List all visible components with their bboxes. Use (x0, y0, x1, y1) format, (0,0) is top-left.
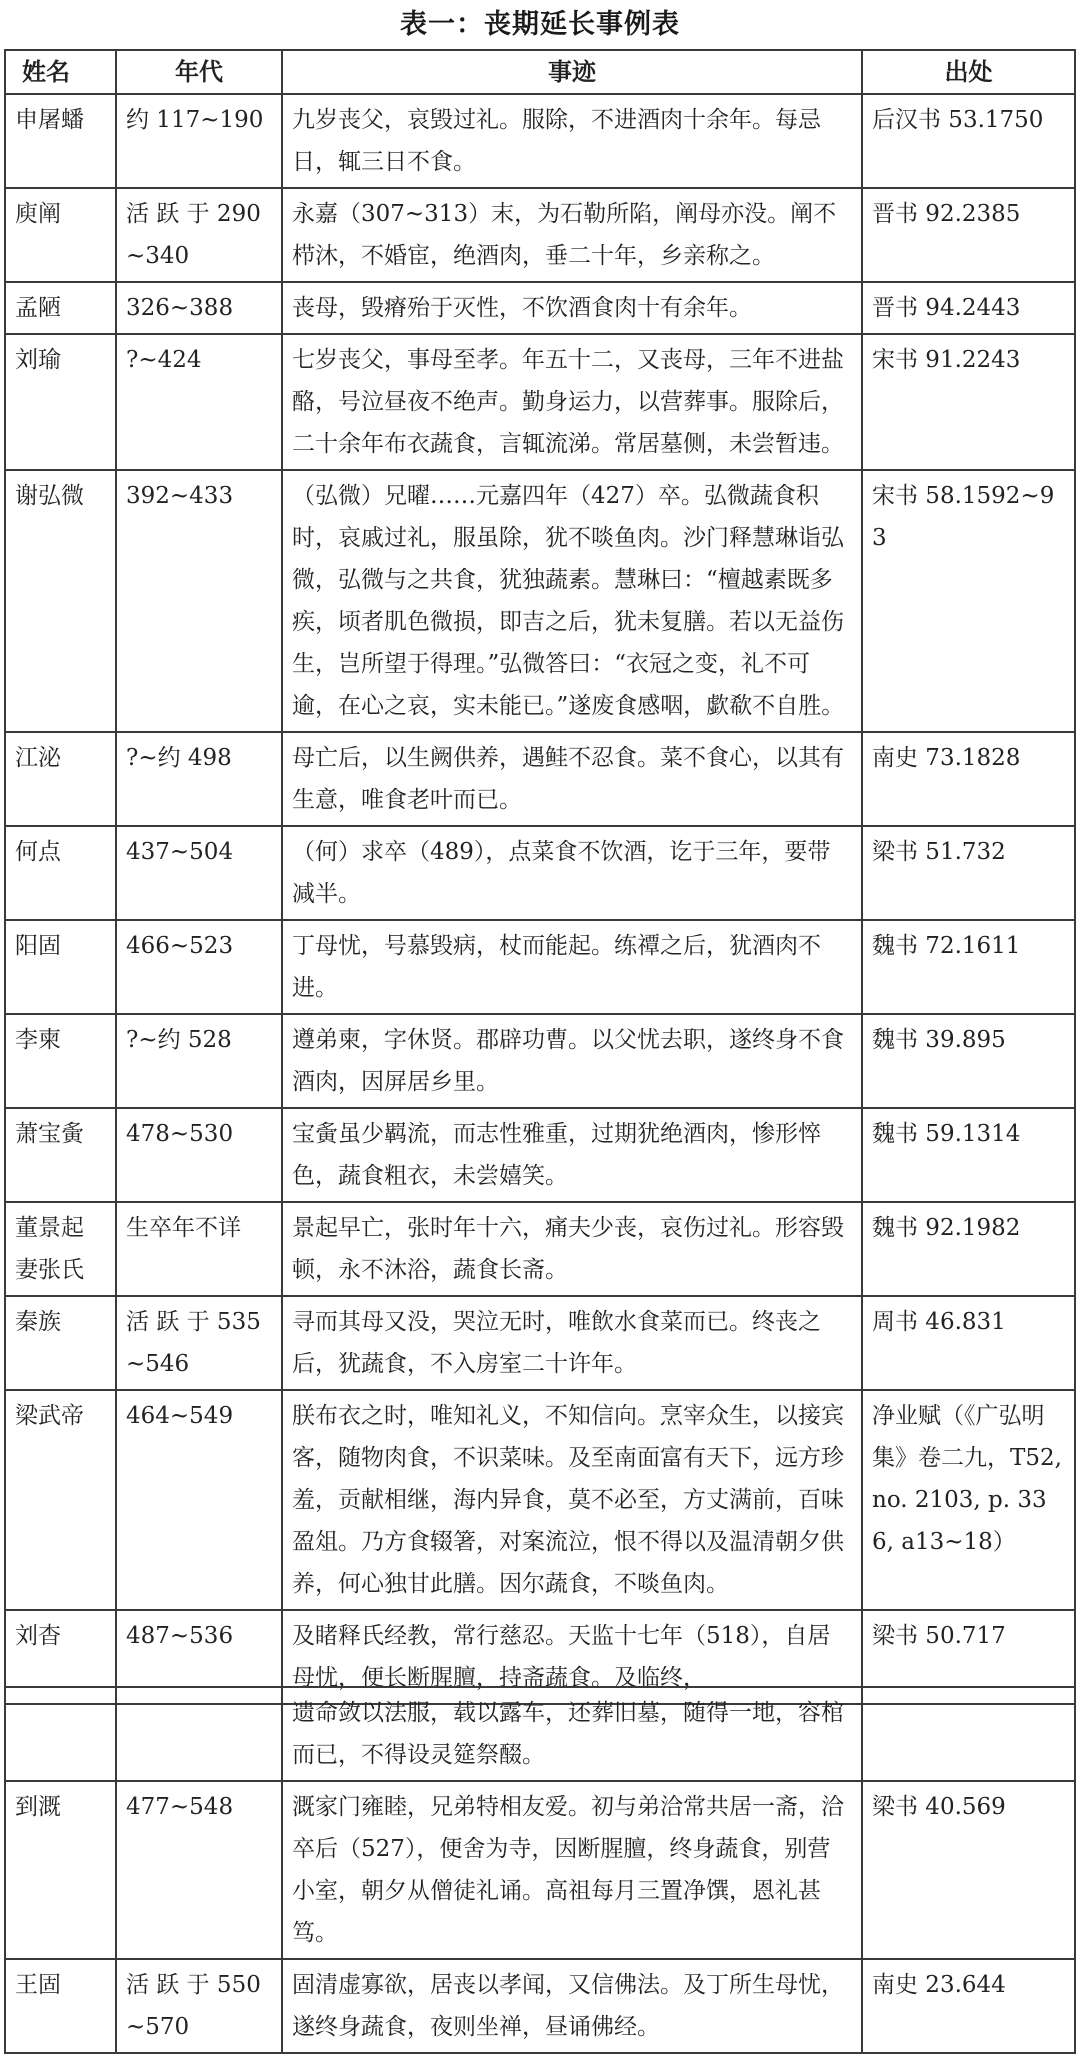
cell-name: 萧宝夤 (5, 1108, 116, 1202)
cell-deeds: （何）求卒（489），点菜食不饮酒，讫于三年，要带减半。 (282, 826, 862, 920)
cell-deeds: 七岁丧父，事母至孝。年五十二，又丧母，三年不进盐酪，号泣昼夜不绝声。勤身运力，以营葬事。服除后，二十余年布衣蔬食，言辄流涕。常居墓侧，未尝暂违。 (282, 334, 862, 470)
table-row (5, 732, 1075, 826)
cell-name: 孟陋 (5, 282, 116, 334)
table-row (5, 1781, 1075, 1959)
cell-deeds: （弘微）兄曜……元嘉四年（427）卒。弘微蔬食积时，哀戚过礼，服虽除，犹不啖鱼肉。沙门释慧琳诣弘微，弘微与之共食，犹独蔬素。慧琳曰：“檀越素既多疾，顷者肌色微损，即吉之后，犹未复膳。若以无益伤生，岂所望于得理。”弘微答曰：“衣冠之变，礼不可逾，在心之哀，实未能已。”遂废食感咽，歔欷不自胜。 (282, 470, 862, 732)
header-years: 年代 (116, 50, 282, 94)
cell-source: 梁书 50.717 (862, 1610, 1075, 1704)
cell-name: 江泌 (5, 732, 116, 826)
cell-years (116, 1687, 282, 1781)
header-source: 出处 (862, 50, 1075, 94)
cell-source: 宋书 91.2243 (862, 334, 1075, 470)
cell-name: 何点 (5, 826, 116, 920)
header-deeds: 事迹 (282, 50, 862, 94)
cell-source: 后汉书 53.1750 (862, 94, 1075, 188)
table-row (5, 1296, 1075, 1390)
cell-source: 晋书 94.2443 (862, 282, 1075, 334)
cell-deeds: 寻而其母又没，哭泣无时，唯飲水食菜而已。终丧之后，犹蔬食，不入房室二十许年。 (282, 1296, 862, 1390)
cell-source: 魏书 59.1314 (862, 1108, 1075, 1202)
cell-years: 活 跃 于 550~570 (116, 1959, 282, 2053)
cell-source: 晋书 92.2385 (862, 188, 1075, 282)
cell-name: 秦族 (5, 1296, 116, 1390)
cell-name: 到溉 (5, 1781, 116, 1959)
cell-years: 466~523 (116, 920, 282, 1014)
cell-source: 魏书 72.1611 (862, 920, 1075, 1014)
cell-source: 梁书 51.732 (862, 826, 1075, 920)
cell-years: 437~504 (116, 826, 282, 920)
cell-years: 487~536 (116, 1610, 282, 1704)
cell-deeds: 母亡后，以生阙供养，遇鲑不忍食。菜不食心，以其有生意，唯食老叶而已。 (282, 732, 862, 826)
cell-deeds: 宝夤虽少羁流，而志性雅重，过期犹绝酒肉，惨形悴色，蔬食粗衣，未尝嬉笑。 (282, 1108, 862, 1202)
table-row (5, 1687, 1075, 1781)
cell-deeds: 丁母忧，号慕毁病，杖而能起。练禫之后，犹酒肉不进。 (282, 920, 862, 1014)
table-row (5, 334, 1075, 470)
cell-source: 周书 46.831 (862, 1296, 1075, 1390)
table-row (5, 1014, 1075, 1108)
cell-name: 庾阐 (5, 188, 116, 282)
cell-years: 生卒年不详 (116, 1202, 282, 1296)
cell-deeds: 溉家门雍睦，兄弟特相友爱。初与弟洽常共居一斋，洽卒后（527），便舍为寺，因断腥膻，终身蔬食，别营小室，朝夕从僧徒礼诵。高祖每月三置净馔，恩礼甚笃。 (282, 1781, 862, 1959)
cell-years: 478~530 (116, 1108, 282, 1202)
cell-name: 董景起妻张氏 (5, 1202, 116, 1296)
cell-years: 477~548 (116, 1781, 282, 1959)
cell-years: 326~388 (116, 282, 282, 334)
table-row (5, 826, 1075, 920)
cell-name: 刘瑜 (5, 334, 116, 470)
cell-source: 南史 23.644 (862, 1959, 1075, 2053)
table-row (5, 920, 1075, 1014)
cell-deeds: 固清虚寡欲，居丧以孝闻，又信佛法。及丁所生母忧，遂终身蔬食，夜则坐禅，昼诵佛经。 (282, 1959, 862, 2053)
table-row (5, 188, 1075, 282)
table-row (5, 1959, 1075, 2053)
cell-source (862, 1687, 1075, 1781)
records-table-part2 (4, 1686, 1076, 2054)
cell-deeds: 遵弟柬，字休贤。郡辟功曹。以父忧去职，遂终身不食酒肉，因屏居乡里。 (282, 1014, 862, 1108)
cell-source: 梁书 40.569 (862, 1781, 1075, 1959)
cell-years: 约 117~190 (116, 94, 282, 188)
cell-deeds: 永嘉（307~313）末，为石勒所陷，阐母亦没。阐不栉沐，不婚宦，绝酒肉，垂二十年，乡亲称之。 (282, 188, 862, 282)
table-row (5, 1108, 1075, 1202)
header-name: 姓名 (5, 50, 116, 94)
cell-years: ?~约 528 (116, 1014, 282, 1108)
cell-deeds: 景起早亡，张时年十六，痛夫少丧，哀伤过礼。形容毁顿，永不沐浴，蔬食长斋。 (282, 1202, 862, 1296)
cell-deeds: 丧母，毁瘠殆于灭性，不饮酒食肉十有余年。 (282, 282, 862, 334)
cell-name: 王固 (5, 1959, 116, 2053)
cell-name: 梁武帝 (5, 1390, 116, 1610)
cell-years: 464~549 (116, 1390, 282, 1610)
cell-years: 活 跃 于 290~340 (116, 188, 282, 282)
cell-deeds: 九岁丧父，哀毁过礼。服除，不进酒肉十余年。每忌日，辄三日不食。 (282, 94, 862, 188)
cell-years: 活 跃 于 535~546 (116, 1296, 282, 1390)
table-row (5, 1202, 1075, 1296)
table-row (5, 94, 1075, 188)
page-title: 表一：丧期延长事例表 (400, 9, 680, 40)
cell-source: 魏书 92.1982 (862, 1202, 1075, 1296)
cell-source: 宋书 58.1592~93 (862, 470, 1075, 732)
cell-source: 魏书 39.895 (862, 1014, 1075, 1108)
cell-years: ?~424 (116, 334, 282, 470)
cell-name: 李柬 (5, 1014, 116, 1108)
cell-name: 刘杳 (5, 1610, 116, 1704)
cell-years: 392~433 (116, 470, 282, 732)
table-header-row (5, 50, 1075, 94)
cell-years: ?~约 498 (116, 732, 282, 826)
cell-source: 南史 73.1828 (862, 732, 1075, 826)
cell-name: 谢弘微 (5, 470, 116, 732)
records-table-part1 (4, 49, 1076, 1705)
cell-deeds: 遗命敛以法服，载以露车，还葬旧墓，随得一地，容棺而已，不得设灵筵祭醊。 (282, 1687, 862, 1781)
cell-source: 净业赋（《广弘明集》卷二九，T52, no. 2103, p. 336, a13~18） (862, 1390, 1075, 1610)
cell-deeds: 朕布衣之时，唯知礼义，不知信向。烹宰众生，以接宾客，随物肉食，不识菜味。及至南面富有天下，远方珍羞，贡献相继，海内异食，莫不必至，方丈满前，百味盈俎。乃方食辍箸，对案流泣，恨不得以及温清朝夕供养，何心独甘此膳。因尔蔬食，不啖鱼肉。 (282, 1390, 862, 1610)
cell-name: 阳固 (5, 920, 116, 1014)
table-row (5, 282, 1075, 334)
cell-deeds: 及睹释氏经教，常行慈忍。天监十七年（518），自居母忧，便长断腥膻，持斋蔬食。及临终， (282, 1610, 862, 1704)
table-row (5, 470, 1075, 732)
cell-name: 申屠蟠 (5, 94, 116, 188)
cell-name (5, 1687, 116, 1781)
table-row (5, 1390, 1075, 1610)
